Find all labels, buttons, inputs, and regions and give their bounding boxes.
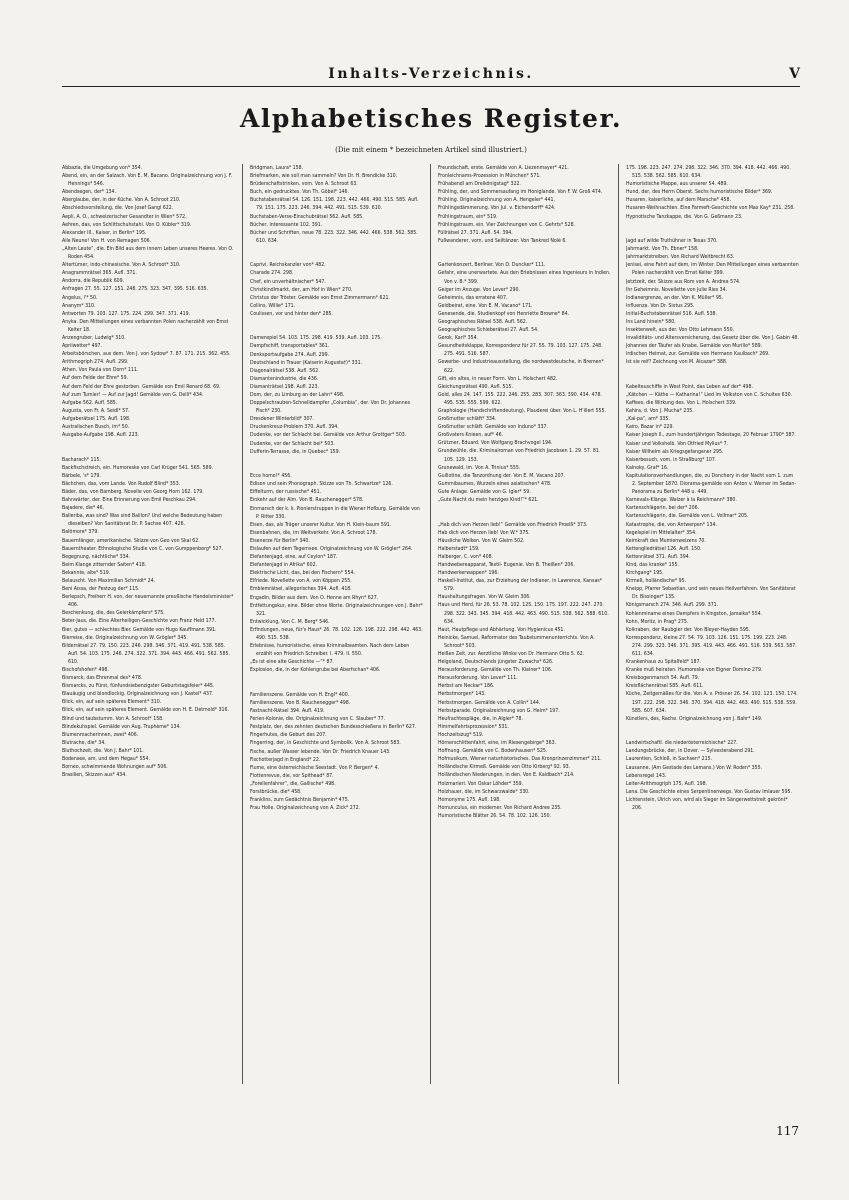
register-entry: Beschenkung, die, des Geierkämpfers* 575. [62,610,165,617]
register-entry: Bacharach* 115. [62,456,101,463]
register-columns [62,164,800,1084]
register-entry: Haskell-Institut, das, zur Erziehung der Indianer, in Lawrence, Kansas* 579. [438,578,603,593]
register-entry: Ist sie reif? Zeichnung von M. Alcazar* 388. [626,359,728,366]
register-entry: Eiffelturm, der russische* 451. [250,489,322,496]
register-entry: Ecce homo!* 456. [250,473,292,480]
register-entry: Kaiser Wilhelm als Kriegsgefangener 295. [626,448,724,455]
register-entry: Grunewald, im. Von A. Trinius* 555. [438,464,521,471]
register-entry: Jagd auf wilde Truthühner in Texas 370. [626,238,718,245]
register-entry: Frühlingstraum, ein* 519. [438,213,498,220]
register-entry: „Gute Nacht du mein herziges Kind!“* 621. [438,497,539,504]
register-entry: Holländische Kirmeß. Gemälde von Otto Kirberg* 92. 93. [438,764,571,771]
register-entry: Aufgaberätsel 175. Aufl. 198. [62,415,131,422]
register-entry: Aufgabe 562. Aufl. 585. [62,399,118,406]
register-entry: Dudenke, vor der Schlacht bei. Gemälde von Arthur Grottger* 503. [250,432,407,439]
register-entry: Eisenerze für Berlin* 340. [250,537,310,544]
register-entry: Explosion, die, in der Kohlengrube bei Aberfschan* 406. [250,667,381,674]
register-entry: Keimkraft des Mumienweizens 70. [626,537,706,544]
register-entry: Frühling, der, und Sommersaufang im Honiglande. Von F. W. Groß 474. [438,189,603,196]
register-entry: Erfindungen, neue, für's Haus* 26. 78. 102. 126. 198. 222. 298. 442. 463. 490. 515. 538. [250,626,423,641]
register-entry: Haut, Hautpflege und Abhärtung. Von Hygienicus 451. [438,626,565,633]
register-entry: Herausforderung. Von Lever* 111. [438,675,518,682]
register-entry: Landwirtschaftl. die niederösterreichische* 227. [626,740,738,747]
register-entry: Fingerhutes, die Geburt des 207. [250,732,327,739]
register-entry: Ferien-Kolonie, die. Originalzeichnung von C. Slauber* 77. [250,716,386,723]
running-head [62,66,800,87]
register-entry: Jetztzeit, der. Skizze aus Rom von A. Andrea 574. [626,278,741,285]
register-entry: Gute Anlage. Gemälde von G. Igler* 59. [438,488,531,495]
register-entry: Himmelfahrtsprozession* 531. [438,723,509,730]
register-entry: Fischotterjagd in England* 22. [250,756,321,763]
register-entry: Füllrätsel 27. 371. Aufl. 54. 394. [438,229,513,236]
register-entry: Begegnung, nächtliche* 334. [62,553,131,560]
register-entry: Herausforderung. Gemälde von Th. Kleiner* 106. [438,667,553,674]
register-entry: Bilderrätsel 27. 79. 150. 223. 246. 298. 346. 371. 419. 491. 538. 585. Aufl. 54. 103. 175. 246. 274. 322. 371. 394. 443. 466. 491. 562. 585. 610. [62,642,230,665]
register-entry: „Forellenfahrer“, die, Gallische* 498. [250,780,336,787]
register-entry: Bahnwärter, der. Eine Erinnerung von Emil Peschkau 294. [62,497,197,504]
register-entry: Ihr Geheimnis. Novellette von Julie Ries 34. [626,286,728,293]
register-entry: Bücher und Schriften, neue 78. 223. 322. 346. 442. 466. 538. 562. 585. 610. 634. [250,229,418,244]
register-entry: Kaiser und Volkshelb. Von Otfried Mylius* 7. [626,440,729,447]
register-entry: Herbstparade. Originalzeichnung von G. Heim* 197. [438,707,560,714]
register-entry: Kaiserbesuch, vom, in Straßburg* 107. [626,456,717,463]
register-entry: Belauscht. Von Maximilian Schmidt* 24. [62,577,156,584]
register-entry: Homunculus, ein moderner. Von Richard Andree 235. [438,804,562,811]
register-entry: Australischen Busch, im* 50. [62,424,130,430]
register-entry: Gesundheitsklappe, Korrespondenz für 27. 55. 79. 103. 127. 175. 248. 275. 491. 516. 587. [438,343,603,358]
register-entry: Gefahr, eine unerwartete. Aus den Erlebnissen eines Ingenieurs in Indien. Von v. B.* 399. [438,270,611,285]
register-entry: Herbstmorgen* 143. [438,691,486,698]
register-entry: Elektrische Licht, das, bei den Fischern* 554. [250,570,355,577]
register-entry: Charade 274. 298. [250,270,294,277]
register-entry: Katastrophe, die, von Antwerpen* 134. [626,521,717,528]
register-entry: Diagonalrätsel 538. Aufl. 562. [250,367,320,374]
register-entry: Bücher, interessante 102. 391. [250,221,323,228]
register-entry: Gummibaumes, Wurzeln eines asiatischen* 478. [438,480,552,487]
register-entry: Kapitulationsverhandlungen, die, zu Donchery in der Nacht vom 1. zum 2. September 1870. Diorama-gemälde von Anton v. Werner im Sedan-Panorama zu Berlin* 448 u. 449. [626,472,797,496]
register-entry: Gleichungsrätsel 490. Aufl. 515. [438,383,513,390]
register-entry: Briefmarken, wie soll man sammeln? Von Dr. H. Brendicke 310. [250,173,398,180]
register-entry: Frühling. Originalzeichnung von A. Hengeler* 441. [438,197,555,204]
register-entry: „Hab dich von Herzen lieb!“ Gemälde von Friedrich Proelß* 373. [438,521,588,528]
register-letter-gap [626,372,799,378]
register-letter-gap [250,461,423,467]
register-entry: Invaliditäts- und Altersversicherung, das Gesetz über die. Von J. Gabin 48. [626,335,799,342]
register-entry: Dufferin-Terrasse, die, in Quebec* 159. [250,448,341,455]
register-title: Alphabetisches Register. [239,104,623,133]
register-entry: „Es ist eine alte Geschichte —“* 87. [250,659,334,666]
register-entry: Aprilwetter* 497. [62,343,103,350]
register-entry: Buch, ein gedrucktes. Von Th. Göbel* 146. [250,189,349,196]
register-entry: Initial-Buchstabenrätsel 516. Aufl. 538. [626,310,718,317]
register-entry: Fronleichnams-Prozession in München* 571. [438,173,541,180]
register-entry: Humoristische Mappe, aus unserer 54. 489. [626,181,728,188]
register-entry: Heißen Zeit, zur. Aerztliche Winke von Dr. Hermann Otto 5. 62. [438,651,585,657]
register-entry: Großvaters Knieen, auf* 46. [438,432,504,439]
register-entry: Bier, gutes — schlechtes Bier. Gemälde von Hugo Kauffmann 391. [62,626,217,633]
register-entry: Blick, ein, auf sein späteres Element. Gemälde von H. E. Detmold* 316. [62,707,229,714]
register-entry: 175. 198. 223. 247. 274. 298. 322. 346. 370. 394. 418. 442. 466. 490. 515. 538. 562. 585. 610. 634. [626,165,791,180]
register-entry: Fastnacht-Rätsel 394. Aufl. 419. [250,708,325,715]
page-roman-numeral: V [789,66,800,82]
register-entry: Familienszene. Von B. Rauchenegger* 498. [250,699,351,706]
register-entry: Forstbrücke, die* 458. [250,788,302,795]
register-entry: Anagrammrätsel 365. Aufl. 371. [62,270,137,277]
register-entry: Blauäugig und blondlockig. Originalzeichnung von J. Kastel* 437. [62,691,214,698]
register-entry: Kabelteuschiffe in West Point, das Leben auf der* 498. [626,383,753,390]
register-entry: Engadin, Bilder aus dem. Von O. Henne am Rhyn* 627. [250,594,379,601]
register-entry: Ins Land hinein* 580. [626,318,676,325]
register-entry: Alle Neune! Von H. von Remagen 506. [62,237,152,244]
register-entry: Kettenrätsel 371. Aufl. 394. [626,553,691,560]
register-entry: Dresdener Winterbild* 307. [250,416,314,423]
register-letter-gap [626,226,799,232]
register-entry: Kirchgang* 195. [626,570,664,577]
register-entry: Bismarcks, zu Fürst, fünfundsiebenzigster Geburtstagsfeier* 445. [62,683,215,690]
register-entry: Hoffnung. Gemälde von C. Bodenhausen* 525. [438,748,548,755]
register-entry: Küche, Zeitgemäßes für die. Von A. v. Prösner 26. 54. 102. 123. 150. 174. 197. 222. 298. 322. 346. 370. 394. 418. 442. 463. 490. 515. 538. 559. 585. 607. 634. [626,691,798,714]
register-entry: Abschiedsvorstellung, die. Von Josef Gangl 622. [62,205,174,212]
register-entry: Antworten 79. 103. 127. 175. 224. 299. 347. 371. 419. [62,310,191,317]
register-entry: Aehren, das, von Schlittschuhstahl. Von O. Kübler* 319. [62,221,192,228]
register-entry: Gerok, Karl* 354. [438,335,479,342]
register-entry: Familienszene. Gemälde von H. Engl* 400. [250,691,350,698]
register-entry: Angelus, l'* 50. [62,294,98,301]
register-entry: Fußwanderer, vom, und Seiltänzer. Von Tankred Nolé 6. [438,237,567,244]
register-entry: Baltimore* 379. [62,529,99,536]
register-entry: Helgoland, Deutschlands jüngster Zuwachs* 626. [438,659,554,666]
register-entry: Kaiser Joseph II., zum hundertjährigen Todestage, 20 Februar 1790* 387. [626,432,796,439]
register-entry: Herbst am Neckar* 186. [438,683,495,690]
register-entry: Christus der Tröster. Gemälde von Ernst Zimmermann* 621. [250,294,390,301]
register-entry: Heinicke, Samuel, Reformator des Taubstummenunterrichts. Von A. Schroot* 503. [438,634,595,649]
register-entry: Halberger, C. von* 408. [438,553,494,560]
register-entry: Berlepsch, Freiherr H. von, der neuernannte preußische Handelsminister* 406. [62,594,234,609]
register-entry: Entfettungskur, eine. Bilder ohne Worte. Originalzeichnungen von J. Bahr* 321. [250,602,423,617]
register-entry: Kahira, d. Von J. Mucha* 235. [626,408,694,415]
register-entry: Andorra, die Republik 609. [62,278,125,285]
register-entry: Freundschaft, erste. Gemälde von A. Liezenmayer* 421. [438,165,569,171]
register-entry: Beni Aissa, der Festzug der* 115. [62,586,140,593]
register-entry: „Kai-pa“, am* 335. [626,416,670,423]
register-entry: Gift, ein altes, in neuer Form. Von L. Holschert 482. [438,375,558,382]
register-entry: Kalnoky, Graf* 16. [626,464,669,471]
register-entry: Lichtenstein, Ulrich von, wird als Sieger im Sängerwettstreit gekrönt* 206. [626,796,788,811]
register-entry: Ausgabe-Aufgabe 198. Aufl. 223. [62,432,140,439]
page-number: 117 [776,1124,799,1138]
register-entry: Johannes der Täufer als Knabe. Gemälde von Murillo* 589. [626,343,763,350]
register-entry: Holzhauer, die, im Schwarzwalde* 330. [438,788,530,795]
register-entry: Fische, außer Wasser lebende. Von Dr. Friedrich Knauer 143. [250,748,391,755]
register-entry: Bridgman, Laura* 158. [250,165,304,171]
register-entry: Jahrmarktstreiben. Von Richard Weitbrecht 63. [626,254,735,261]
register-entry: Dampfschiff, transportables* 361. [250,343,330,350]
register-entry: Elefantenjagd in Afrika* 602. [250,562,318,569]
register-entry: Bauernfänger, amerikanische. Skizze von Geo von Skal 62. [62,537,200,544]
register-entry: Abendsegen, der* 134. [62,189,116,196]
register-entry: Bäder, das, von Bamberg. Novelle von Georg Horn 162. 179. [62,488,204,495]
register-entry: Königsmarsch 274. 346. Aufl. 299. 371. [626,602,719,609]
register-entry: „Kätchen — Käthe — Katharina!“ Lied im Volkston von C. Schultes 630. [626,392,793,398]
register-entry: Haushaltungsfragen. Von W. Gleim 306. [438,594,531,601]
register-entry: Balleriba, was sind? Was sind Baillon? Und welche Bedeutung haben dieselben? Von Sanitätsrat Dr. P. Sachse 407. 426. [62,513,222,528]
running-title: Inhalts-Verzeichnis. [328,66,534,82]
register-entry: Auf dem Feld der Ehre gestorben. Gemälde von Emil Renard 68. 69. [62,383,221,390]
register-letter-gap [438,509,611,515]
register-entry: Hochzeitszug* 519. [438,731,484,738]
register-entry: Hofmusikum, Wiener naturhistorisches. Das Kronprinzenzimmer* 211. [438,756,602,763]
register-entry: Kartenschlägerin, bei der* 206. [626,505,700,512]
register-entry: Collins, Willie* 171. [250,302,296,309]
register-entry: Aepli, A. O., schweizerischer Gesandter in Wien* 572. [62,213,187,220]
register-entry: Hörnerschlittenfahrt, eine, im Riesengebirge* 363. [438,740,557,747]
register-entry: Arbeitsbörschen, aus dem. Von J. von Sydow* 7. 87. 171. 215. 362. 455. [62,351,231,358]
register-entry: Chef, ein unverhältnischer* 547. [250,278,326,285]
register-entry: Handwerkerwappen* 196. [438,570,499,577]
register-entry: Halberstadt* 159. [438,545,480,552]
register-entry: Kegelspiel im Mittelalter* 354. [626,529,697,536]
register-entry: Lebensregel 143. [626,772,667,779]
register-entry: Lena. Die Geschichte eines Serpentinenwegs. Von Gustav Imlauer 595. [626,788,792,795]
register-entry: Krankenhaus zu Spitalfeld* 187. [626,659,701,666]
register-entry: Häusliche Wolken. Von W. Gleim 502. [438,537,525,544]
register-subtitle: (Die mit einem * bezeichneten Artikel sind illustriert.) [335,146,527,154]
register-column-2 [250,164,423,1084]
register-entry: Karnevals-Klänge. Walzer à la Reichmann* 380. [626,497,737,504]
column-divider [242,164,243,1084]
register-entry: Insektenwelt, aus der. Von Otto Lehmann 550. [626,327,735,334]
register-entry: Geldbeirat, eine. Von E. M. Vacano* 171. [438,302,533,309]
register-entry: Blick, ein, auf sein späteres Element* 310. [62,699,162,706]
register-column-3 [438,164,611,1084]
register-entry: Beter-Jaus, die. Eine Alterheiligen-Geschichte von Franz Held 177. [62,618,216,625]
register-entry: Doppelschrauben-Schnelldampfer „Columbia“, der. Von Dr. Johannes Fisch* 230. [250,400,411,415]
register-entry: Handwebereapparat, Textil- Eugenie. Von B. Theißen* 206. [438,561,575,568]
register-entry: Alexander III., Kaiser, in Berlin* 195. [62,229,147,236]
register-entry: Kolkraben, der Raubgier der. Von Bleyer-Hayden 595. [626,626,751,633]
register-entry: Holländischen Niederungen, in den. Von E. Kaldbach* 214. [438,772,575,779]
register-entry: Blind und taubstumm. Von A. Schroot* 158. [62,715,164,722]
register-entry: Abbazia, die Umgebung von* 354. [62,165,143,171]
register-entry: Bekannte, alte* 519. [62,569,111,576]
register-entry: Brüderschaftstrinken, vom. Von A. Schroot 63. [250,181,358,188]
register-entry: Bajadere, die* 46. [62,505,105,512]
register-entry: Bächchen, das, vom Lande. Von Rudolf Blind* 353. [62,480,181,487]
register-entry: Influenza. Von Dr. Sixtus 295. [626,302,695,309]
register-entry: Einkehr auf der Alm. Von B. Rauchenegger* 578. [250,497,364,504]
register-entry: Herbstmorgen. Gemälde von A. Collin* 144. [438,699,541,706]
register-entry: Lausanne, (Am Gestade des Lemans.) Von W. Roden* 355. [626,764,763,771]
register-entry: Graphologie (Handschriftendeutung), Plauderei über. Von L. H'illert 555. [438,408,606,414]
register-entry: Festplatz, der, des zehnten deutschen Bundesschießens in Berlin* 627. [250,724,417,731]
register-entry: Deutschland in Trauer (Kaiserin Augusta†)* 331. [250,359,363,366]
register-entry: Auf zum Turnier! — Auf zur Jagd! Gemälde von G. Delli* 434. [62,391,204,398]
register-entry: Haus und Herd, für 26. 53. 78. 102. 125. 150. 175. 197. 222. 247. 270. 298. 322. 343. 345. 394. 418. 442. 463. 490. 515. 538. 562. 588. 610. 634. [438,602,609,625]
register-entry: Frühlingsdämmerung. Von Jul. v. Eichendorff* 424. [438,205,556,212]
register-entry: Bauerntheater. Ethnologische Studie von C. von Gumppenberg* 527. [62,545,223,552]
register-entry: Fingerring, der, in Geschichte und Symbolik. Von A. Schroot 583. [250,740,401,747]
register-entry: Druckenkreuz-Problem 370. Aufl. 394. [250,424,339,431]
register-entry: Kairo, Bazar in* 229. [626,424,674,431]
register-entry: Jahrmarkt. Von Th. Ebner* 158. [626,246,699,253]
register-entry: Husaren, kaiserliche, auf dem Marsche* 458. [626,197,731,204]
register-entry: Frühlingstraum, ein. Vier Zeichnungen von C. Gehrts* 528. [438,221,576,228]
register-entry: Aberglaube, der, in der Küche. Von A. Schroot 210. [62,197,181,204]
register-entry: Genesende, die. Studienkopf von Henriette Browne* 84. [438,310,570,317]
register-entry: Husaren-Weihnachten. Eine Farmeft-Geschichte von Max Kay* 231. 258. [626,205,795,212]
register-entry: Eislaufen auf dem Tegernsee. Originalzeichnung von W. Grögler* 264. [250,545,413,552]
register-entry: Gewerbe- und Industrieausstellung, die nordwestdeutsche, in Bremen* 622. [438,359,604,374]
register-entry: Landungsbrücke, der, in Dover. — Sylvesterabend 291. [626,748,755,755]
register-entry: Humoristische Blätter 26. 54. 78. 102. 126. 150. [438,812,552,819]
register-entry: Künstlers, des, Rache. Originalzeichnung von J. Bahr* 149. [626,715,763,722]
register-entry: Hund, der, des Herrn Oberst. Sechs humoristische Bilder* 369. [626,189,773,196]
register-entry: Beim Klange zitternder Saiten* 418. [62,561,147,568]
register-entry: Borneo, schwimmende Wohnungen auf* 506. [62,764,168,771]
register-entry: Damenspiel 54. 103. 175. 298. 419. 539. Aufl. 103. 175. [250,335,382,342]
register-entry: Frau Holle. Originalzeichnung von A. Zick* 272. [250,805,361,812]
register-entry: Fiume, eine österreichische Seestadt. Von P. Bergen* 4. [250,764,379,771]
column-divider [618,164,619,1084]
register-entry: Entwicklung, Von C. M. Berg* 546. [250,618,330,625]
register-entry: Kartenschlägerin, die. Gemälde von L. Vollmar* 205. [626,513,749,520]
register-entry: Dom, der, zu Limburg an der Lahn* 498. [250,392,345,398]
register-entry: Augusta, von Fr. A. Seidl* 57. [62,407,130,414]
register-entry: Anfragen 27. 55. 127. 151. 248. 275. 323. 347. 395. 516. 635. [62,286,208,293]
register-entry: Brasilien, Skizzen aus* 434. [62,772,127,779]
register-column-4 [626,164,799,1084]
register-column-1 [62,164,235,1084]
register-letter-gap [250,323,423,329]
register-entry: Homonyme 175. Aufl. 198. [438,796,501,803]
register-letter-gap [62,444,235,450]
register-entry: Elefantenjagd, eine, auf Ceylon* 187. [250,554,338,561]
register-entry: Eisenbahnen, die, im Weltverkehr. Von A. Schroot 178. [250,529,377,536]
register-entry: Geheimnis, das erratene 407. [438,294,508,301]
register-entry: Diamanträtsel 198. Aufl. 223. [250,383,319,390]
register-entry: Jenisei, eine Fahrt auf dem, im Winter. Den Mitteilungen eines verbannten Polen nacherzählt von Ernst Keiter 399. [626,262,799,277]
register-entry: Kaffees, die Wirkung des. Von L. Holschert 339. [626,400,737,407]
register-entry: Frühabendl am Dreikönigstag* 322. [438,181,521,188]
register-entry: Hab dich von Herzen lieb! Von W.* 375. [438,529,530,536]
column-divider [430,164,431,1084]
register-entry: Kohn, Moritz, in Prag* 275. [626,618,689,625]
register-entry: Bluthochzeit, die. Von J. Bahr* 101. [62,747,144,754]
register-entry: Geiger im Anzuge. Von Lever* 290. [438,286,520,293]
register-entry: Caprivi, Reichskanzler von* 482. [250,262,326,269]
register-entry: Edison und sein Phonograph. Skizze von Th. Schwartze* 126. [250,481,393,488]
register-entry: Gartenkonzert, Berliner. Von D. Duncker* 111. [438,262,546,269]
register-entry: Athen. Von Paula von Dorn* 111. [62,367,139,374]
register-entry: Irdischen Heimat, zur. Gemälde von Hermann Kaulbach* 269. [626,351,770,358]
register-entry: „Alten Leute“, die. Ein Bild aus dem innern Leben unseres Heeres. Von O. Roden 454. [62,245,234,261]
register-entry: Geographisches Rätsel 538. Aufl. 562. [438,318,528,325]
register-entry: Bodensee, am, und dem Hegau* 554. [62,756,150,763]
register-entry: Kreisbogenmarsch 54. Aufl. 79. [626,675,700,682]
register-entry: Korrespondenz, kleine 27. 54. 79. 103. 126. 151. 175. 199. 223. 248. 274. 299. 323. 346. 371. 395. 419. 443. 466. 491. 516. 539. 563. 587. 611. 634. [626,634,797,657]
register-entry: Indianergrenze, an der. Von K. Müller* 95. [626,294,724,301]
register-entry: Elfriede. Novellette von A. von Köppen 255. [250,578,352,585]
register-entry: Franklins, zum Gedächtnis Benjamin* 475. [250,797,350,804]
register-entry: Kettengliedrätsel 126. Aufl. 150. [626,545,702,552]
register-entry: Laurentien, Schloß, in Sachsen* 215. [626,756,713,763]
register-entry: Bärbele, 's* 179. [62,472,101,479]
register-entry: Kranke muß heiraten. Humoreske von Eigner Domino 279. [626,667,763,674]
register-entry: Erlebnisse, humoristische, eines Kriminalbeamten. Nach dem Leben erzählt von Friedrich Schreiber. I. 479. II. 550. [250,643,410,658]
register-entry: Blutrache, die* 34. [62,739,106,746]
register-entry: Coulissen, vor und hinter den* 285. [250,310,334,317]
register-entry: Emblemrätsel, allegorisches 394. Aufl. 418. [250,586,352,593]
register-letter-gap [626,728,799,734]
register-entry: Gold, alles 24. 147. 155. 222. 246. 255. 283. 307. 363. 390. 434. 478. 495. 535. 555. 599. 622. [438,391,602,406]
register-letter-gap [438,250,611,256]
register-entry: Ananym* 310. [62,302,96,309]
register-entry: Kohlenminame eines Dampfers in Kingston, Jamaika* 554. [626,610,763,617]
register-entry: Blumenmacherinnen, zwei* 406. [62,731,139,738]
register-entry: Grundwühle, die. Kriminalroman von Friedrich Jacobsen 1. 29. 57. 81. 105. 129. 153. [438,448,601,463]
register-entry: Abend, ein, an der Salzach. Von E. M. Bacano. Originalzeichnung von J. F. Hennings* 546. [62,173,233,188]
register-entry: Diamantenindustrie, die 436. [250,375,319,382]
register-letter-gap [250,680,423,686]
register-entry: Hypnotische Tanzkappe, die. Von G. Geßmann 23. [626,213,743,220]
register-entry: Buchstaben-Verse-Einschubrätsel 562. Aufl. 585. [250,213,364,220]
register-entry: Holzmarieri. Von Oskar Löhder* 359. [438,780,524,787]
register-entry: Auf dem Felde der Ehre* 59. [62,375,129,382]
register-entry: Einmarsch der k. k. Pionierstruppen in die Wiener Hofburg. Gemälde von P. Ritter 330. [250,505,420,520]
register-entry: Denksportaufgabe 274. Aufl. 299. [250,351,330,358]
register-letter-gap [250,250,423,256]
register-entry: Guillotine, die Tanzordnung der. Von E. M. Vacano 207. [438,472,566,479]
register-entry: Eisen, das, als Träger unserer Kultur. Von H. Klein-baum 591. [250,521,392,528]
register-entry: Arithmogriph 274. Aufl. 299. [62,359,129,366]
register-entry: Blindekuhspiel. Gemälde von Aug. Truphème* 134. [62,723,181,730]
register-entry: Anzengruber, Ludwig* 310. [62,334,126,341]
register-entry: Altertümer, indo-chinesische. Von A. Schroot* 310. [62,262,181,269]
register-entry: Bischofshofen* 498. [62,667,109,673]
register-entry: Großmutter schläft* 334. [438,416,497,423]
register-entry: Kreisflächenrätsel 585. Aufl. 611. [626,683,704,690]
register-entry: Kneipp, Pfarrer Sebastian, und sein neues Heilverfahren. Von Sanitätsrat Dr. Bissinger* 135. [626,586,796,601]
register-entry: Bierreise, die. Originalzeichnung von W. Grögler* 345. [62,634,188,641]
register-entry: Heufrachtespläge, die, in Algier* 78. [438,715,523,722]
register-entry: Anyka. Den Mitteilungen eines verbannten Polen nacherzählt von Ernst Keiter 18. [62,318,229,333]
register-entry: Geographisches Schieberätsel 27. Aufl. 54. [438,327,539,334]
register-entry: Dudenke, vor der Schlacht bei* 503. [250,440,335,447]
register-entry: Großmutter schläft. Gemälde von Induno* 337. [438,424,548,431]
register-entry: Backfischstreich, ein. Humoreske von Carl Krüger 541. 565. 589. [62,464,214,471]
register-entry: Kind, das kranke* 155. [626,561,680,568]
register-entry: Flottenrevue, die, vor Spithead* 87. [250,772,334,779]
register-entry: Bismarck, das Ehrenmal des* 478. [62,675,143,682]
register-entry: Grützner, Eduard. Von Wolfgang Brachvogel 194. [438,440,553,447]
register-entry: Buchstabenrätsel 54. 126. 151. 198. 223. 442. 466. 490. 515. 585. Aufl. 79. 151. 175. 223. 246. 394. 442. 491. 515. 539. 610. [250,197,419,212]
register-entry: Leiter-Arithmogriph 175. Aufl. 198. [626,780,708,787]
register-entry: Christkindlmarkt, der, am Hof in Wien* 270. [250,286,353,293]
register-entry: Kirmeß, holländische* 95. [626,578,687,585]
